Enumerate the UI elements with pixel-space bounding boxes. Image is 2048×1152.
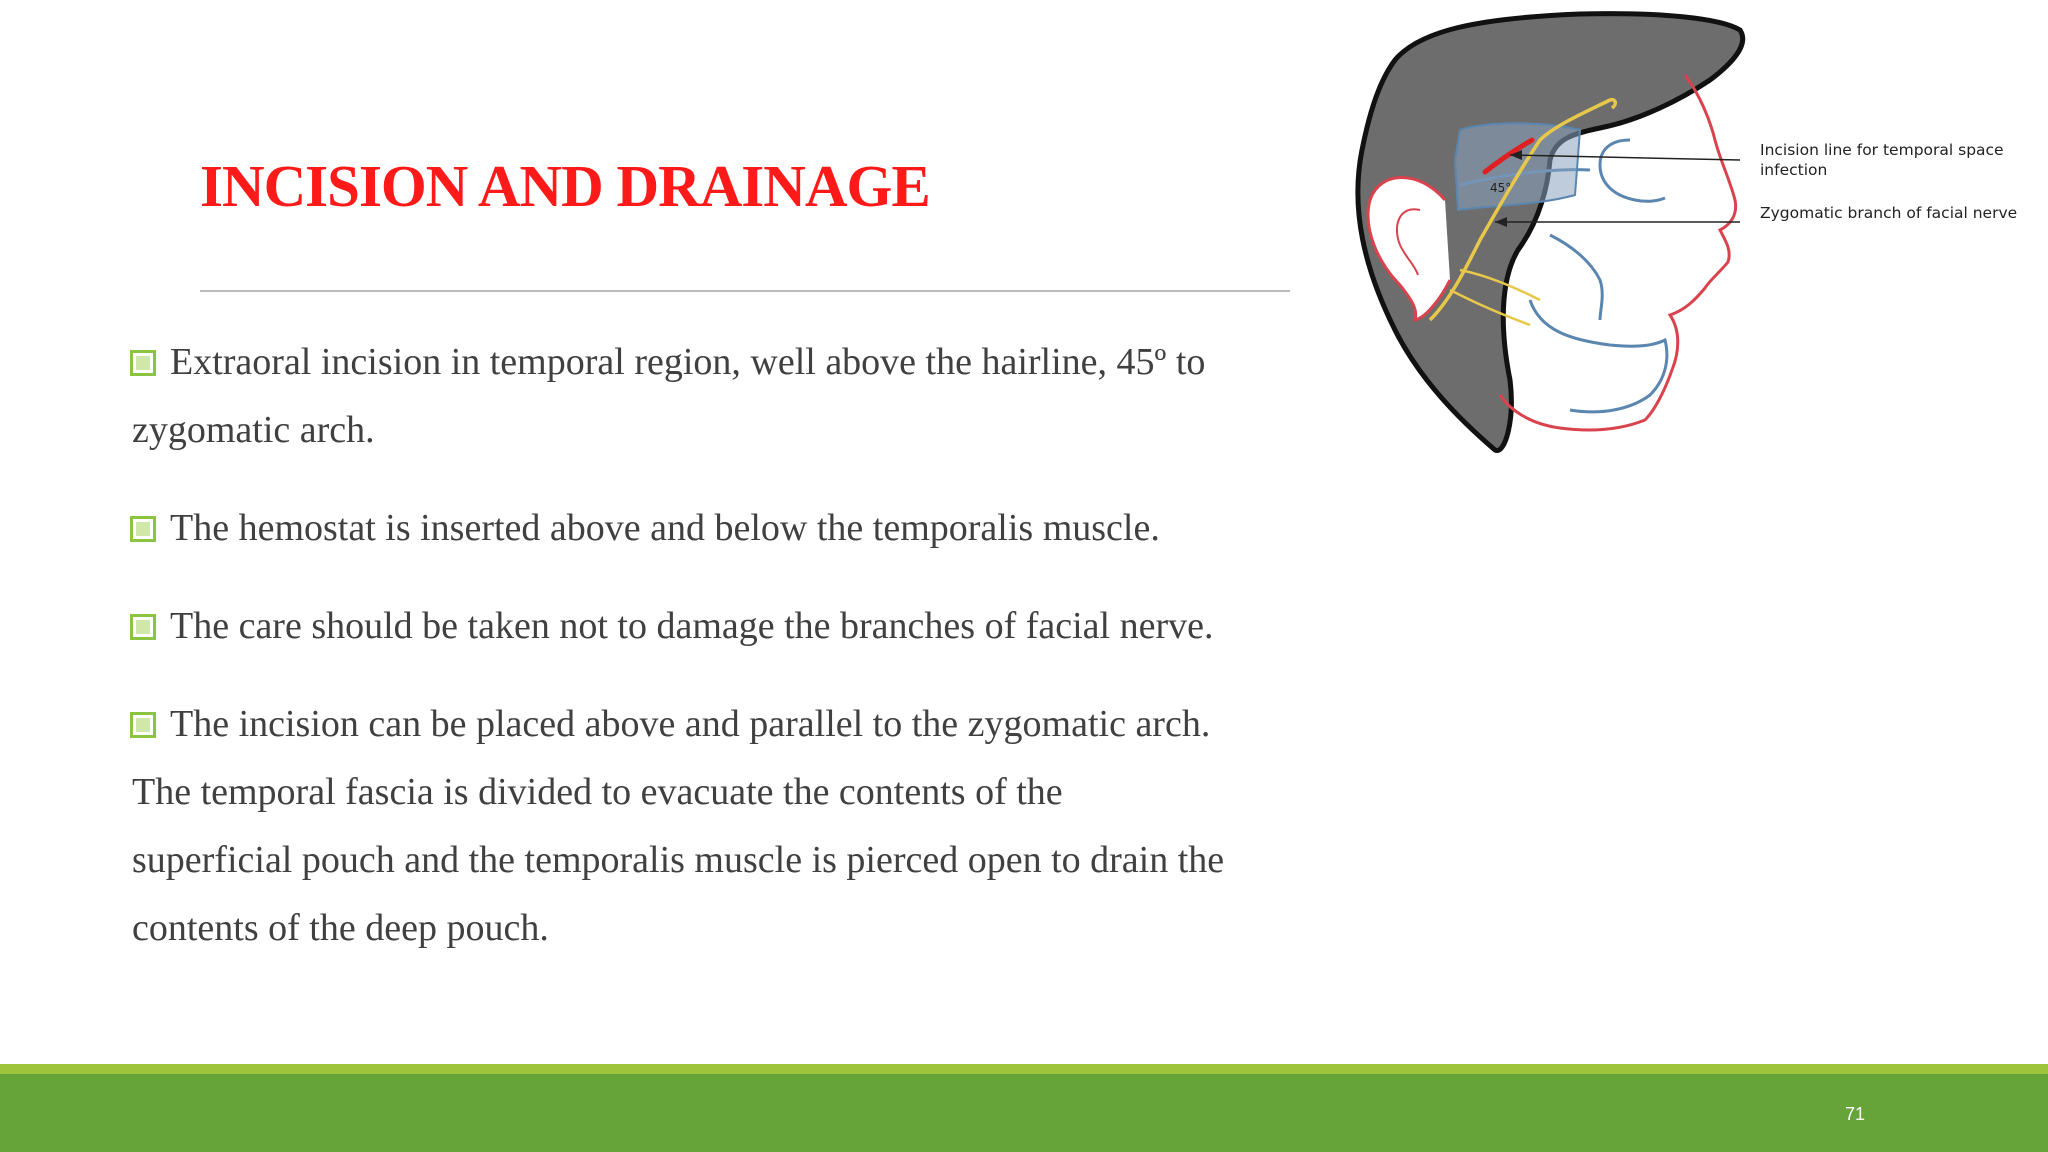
bullet-item bbox=[118, 690, 1318, 962]
cheek-outline bbox=[1550, 235, 1602, 320]
checkbox-bullet-icon bbox=[130, 516, 156, 542]
bullet-text: superficial pouch and the temporalis muscle is pierced open to drain the bbox=[132, 839, 1225, 881]
incision-label bbox=[1760, 140, 2004, 180]
bullet-text: The temporal fascia is divided to evacuate the contents of the bbox=[132, 771, 1063, 813]
bullet-item bbox=[118, 494, 1318, 562]
nerve-label: Zygomatic branch of facial nerve bbox=[1760, 204, 2018, 222]
footer-bar bbox=[0, 1074, 2048, 1152]
temporal-region bbox=[1455, 123, 1580, 210]
bullet-text: The hemostat is inserted above and below the temporalis muscle. bbox=[170, 507, 1160, 549]
bullet-text: The incision can be placed above and parallel to the zygomatic arch. bbox=[170, 703, 1211, 745]
bullet-item bbox=[118, 328, 1318, 464]
title-divider bbox=[200, 290, 1290, 292]
checkbox-bullet-icon bbox=[130, 614, 156, 640]
checkbox-bullet-icon bbox=[130, 350, 156, 376]
orbit-outline bbox=[1600, 140, 1665, 201]
bullet-text: Extraoral incision in temporal region, well above the hairline, 45º to bbox=[170, 341, 1206, 383]
bullet-text: contents of the deep pouch. bbox=[132, 907, 549, 949]
angle-label: 45° bbox=[1490, 181, 1512, 195]
bullet-text: zygomatic arch. bbox=[132, 409, 375, 451]
mandible-outline bbox=[1530, 300, 1667, 412]
bullet-list bbox=[118, 328, 1318, 992]
anatomy-figure bbox=[1300, 0, 2048, 470]
incision-label-line2: infection bbox=[1760, 161, 1828, 179]
slide-title: INCISION AND DRAINAGE bbox=[200, 153, 930, 219]
checkbox-bullet-icon bbox=[130, 712, 156, 738]
head-diagram bbox=[1300, 0, 2048, 470]
bullet-text: The care should be taken not to damage the branches of facial nerve. bbox=[170, 605, 1214, 647]
footer-accent-bar bbox=[0, 1064, 2048, 1074]
bullet-item bbox=[118, 592, 1318, 660]
incision-label-line1: Incision line for temporal space bbox=[1760, 141, 2004, 159]
page-number: 71 bbox=[1845, 1104, 1866, 1124]
